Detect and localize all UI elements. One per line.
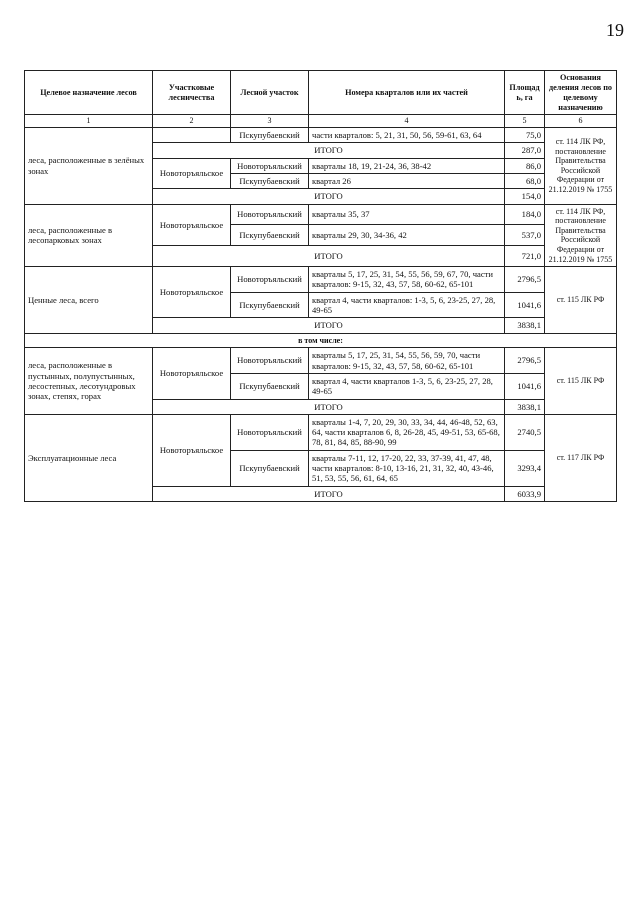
forestry-cell: Новоторъяльское xyxy=(153,158,231,189)
quarters-cell: части кварталов: 5, 21, 31, 50, 56, 59-61, 63, 64 xyxy=(309,127,505,142)
quarters-cell: кварталы 29, 30, 34-36, 42 xyxy=(309,225,505,246)
forest-purpose-table xyxy=(24,70,617,502)
table-row xyxy=(25,267,617,293)
column-number: 5 xyxy=(505,115,545,128)
purpose-cell: леса, расположенные в зелёных зонах xyxy=(25,127,153,204)
area-cell: 86,0 xyxy=(505,158,545,173)
area-cell: 2796,5 xyxy=(505,267,545,293)
quarters-cell: кварталы 18, 19, 21-24, 36, 38-42 xyxy=(309,158,505,173)
area-cell: 154,0 xyxy=(505,189,545,204)
purpose-cell: Ценные леса, всего xyxy=(25,267,153,334)
quarters-cell: квартал 4, части кварталов: 1-3, 5, 6, 23-25, 27, 28, 49-65 xyxy=(309,292,505,318)
area-cell: 68,0 xyxy=(505,173,545,188)
column-number: 3 xyxy=(231,115,309,128)
header-area: Площадь, га xyxy=(505,71,545,115)
forest-area-cell: Пскупубаевский xyxy=(231,292,309,318)
forest-area-cell: Новоторъяльский xyxy=(231,414,309,450)
purpose-cell: леса, расположенные в лесопарковых зонах xyxy=(25,204,153,267)
column-number: 4 xyxy=(309,115,505,128)
forest-area-cell: Новоторъяльский xyxy=(231,204,309,225)
area-cell: 3838,1 xyxy=(505,318,545,333)
purpose-cell: леса, расположенные в пустынных, полупустынных, лесостепных, лесотундровых зонах, степях, горах xyxy=(25,348,153,415)
forestry-cell: Новоторъяльское xyxy=(153,267,231,318)
forestry-cell: Новоторъяльское xyxy=(153,414,231,486)
quarters-cell: кварталы 5, 17, 25, 31, 54, 55, 56, 59, 67, 70, части кварталов: 9-15, 32, 43, 57, 58, 60-62, 65-101 xyxy=(309,267,505,293)
table-row xyxy=(25,348,617,374)
forest-area-cell: Новоторъяльский xyxy=(231,348,309,374)
header-forest-area: Лесной участок xyxy=(231,71,309,115)
table-row xyxy=(25,127,617,142)
total-label: ИТОГО xyxy=(153,143,505,158)
table-row xyxy=(25,204,617,225)
table-row xyxy=(25,414,617,450)
area-cell: 2740,5 xyxy=(505,414,545,450)
basis-cell: ст. 114 ЛК РФ, постановление Правительства Российской Федерации от 21.12.2019 № 1755 xyxy=(545,204,617,267)
quarters-cell: квартал 26 xyxy=(309,173,505,188)
forest-area-cell: Пскупубаевский xyxy=(231,225,309,246)
table-row xyxy=(25,333,617,348)
quarters-cell: квартал 4, части кварталов 1-3, 5, 6, 23-25, 27, 28, 49-65 xyxy=(309,373,505,399)
area-cell: 537,0 xyxy=(505,225,545,246)
basis-cell: ст. 117 ЛК РФ xyxy=(545,414,617,501)
forest-area-cell: Новоторъяльский xyxy=(231,267,309,293)
quarters-cell: кварталы 35, 37 xyxy=(309,204,505,225)
total-label: ИТОГО xyxy=(153,486,505,501)
total-label: ИТОГО xyxy=(153,189,505,204)
header-basis: Основания деления лесов по целевому назначению xyxy=(545,71,617,115)
area-cell: 184,0 xyxy=(505,204,545,225)
basis-cell: ст. 115 ЛК РФ xyxy=(545,348,617,415)
forest-area-cell: Новоторъяльский xyxy=(231,158,309,173)
column-number: 2 xyxy=(153,115,231,128)
forestry-cell xyxy=(153,127,231,142)
area-cell: 6033,9 xyxy=(505,486,545,501)
header-quarters: Номера кварталов или их частей xyxy=(309,71,505,115)
forestry-cell: Новоторъяльское xyxy=(153,204,231,246)
purpose-cell: Эксплуатационные леса xyxy=(25,414,153,501)
area-cell: 3838,1 xyxy=(505,399,545,414)
area-cell: 75,0 xyxy=(505,127,545,142)
area-cell: 2796,5 xyxy=(505,348,545,374)
quarters-cell: кварталы 5, 17, 25, 31, 54, 55, 56, 59, 70, части кварталов: 9-15, 32, 43, 57, 58, 60-62, 65-101 xyxy=(309,348,505,374)
page-number: 19 xyxy=(606,20,624,40)
subheading-including: в том числе: xyxy=(25,333,617,348)
area-cell: 1041,6 xyxy=(505,292,545,318)
forest-area-cell: Пскупубаевский xyxy=(231,450,309,486)
total-label: ИТОГО xyxy=(153,246,505,267)
area-cell: 287,0 xyxy=(505,143,545,158)
header-purpose: Целевое назначение лесов xyxy=(25,71,153,115)
total-label: ИТОГО xyxy=(153,318,505,333)
forest-area-cell: Пскупубаевский xyxy=(231,173,309,188)
column-number: 6 xyxy=(545,115,617,128)
column-number: 1 xyxy=(25,115,153,128)
column-number-row xyxy=(25,115,617,128)
total-label: ИТОГО xyxy=(153,399,505,414)
header-row xyxy=(25,71,617,115)
quarters-cell: кварталы 7-11, 12, 17-20, 22, 33, 37-39, 41, 47, 48, части кварталов: 8-10, 13-16, 21, 31, 32, 40, 43-46, 51, 53, 55, 56, 61, 64, 65 xyxy=(309,450,505,486)
forest-area-cell: Пскупубаевский xyxy=(231,127,309,142)
quarters-cell: кварталы 1-4, 7, 20, 29, 30, 33, 34, 44, 46-48, 52, 63, 64, части кварталов 6, 8, 26-28, 45, 49-51, 53, 65-68, 78, 81, 84, 85, 88-90, 99 xyxy=(309,414,505,450)
area-cell: 721,0 xyxy=(505,246,545,267)
area-cell: 1041,6 xyxy=(505,373,545,399)
forest-purpose-table-container xyxy=(24,70,616,502)
forest-area-cell: Пскупубаевский xyxy=(231,373,309,399)
area-cell: 3293,4 xyxy=(505,450,545,486)
basis-cell: ст. 115 ЛК РФ xyxy=(545,267,617,334)
forestry-cell: Новоторъяльское xyxy=(153,348,231,399)
basis-cell: ст. 114 ЛК РФ, постановление Правительства Российской Федерации от 21.12.2019 № 1755 xyxy=(545,127,617,204)
header-district-forestry: Участковые лесничества xyxy=(153,71,231,115)
